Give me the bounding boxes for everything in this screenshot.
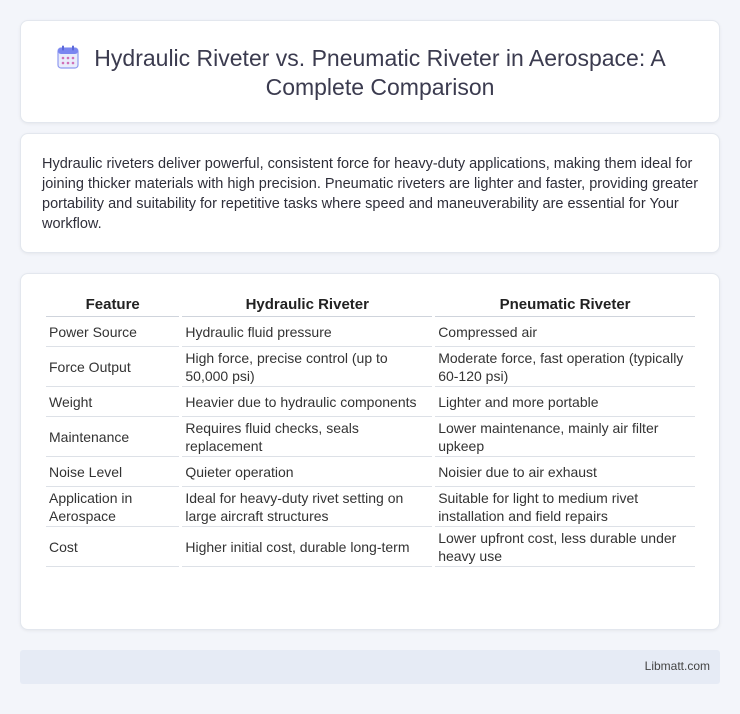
column-header-feature: Feature	[46, 296, 179, 317]
feature-cell: Power Source	[46, 317, 179, 347]
pneumatic-cell: Moderate force, fast operation (typically 60-120 psi)	[435, 347, 695, 387]
pneumatic-cell: Noisier due to air exhaust	[435, 457, 695, 487]
hydraulic-cell: Requires fluid checks, seals replacement	[182, 417, 432, 457]
feature-cell: Cost	[46, 527, 179, 567]
page-title: Hydraulic Riveter vs. Pneumatic Riveter in Aerospace: A Complete Comparison	[94, 45, 666, 100]
table-row	[46, 417, 695, 457]
feature-cell: Noise Level	[46, 457, 179, 487]
table-row	[46, 487, 695, 527]
hydraulic-cell: Heavier due to hydraulic components	[182, 387, 432, 417]
feature-cell: Weight	[46, 387, 179, 417]
footer-brand[interactable]: Libmatt.com	[644, 659, 710, 673]
hydraulic-cell: Ideal for heavy-duty rivet setting on large aircraft structures	[182, 487, 432, 527]
pneumatic-cell: Lower maintenance, mainly air filter upkeep	[435, 417, 695, 457]
table-row	[46, 457, 695, 487]
feature-cell: Application in Aerospace	[46, 487, 179, 527]
intro-paragraph: Hydraulic riveters deliver powerful, consistent force for heavy-duty applications, making them ideal for joining thicker materials with high precision. Pneumatic riveters are lighter and faster, providing greater portability and suitability for repetitive tasks where speed and maneuverability are essential for Your workflow.	[42, 156, 699, 232]
table-row	[46, 527, 695, 567]
table-row	[46, 347, 695, 387]
table-row	[46, 387, 695, 417]
hydraulic-cell: Hydraulic fluid pressure	[182, 317, 432, 347]
column-header-hydraulic: Hydraulic Riveter	[182, 296, 432, 317]
title-card	[20, 20, 720, 123]
feature-cell: Maintenance	[46, 417, 179, 457]
table-header-row	[46, 296, 695, 317]
pneumatic-cell: Suitable for light to medium rivet installation and field repairs	[435, 487, 695, 527]
comparison-table	[43, 296, 698, 567]
hydraulic-cell: Higher initial cost, durable long-term	[182, 527, 432, 567]
hydraulic-cell: Quieter operation	[182, 457, 432, 487]
column-header-pneumatic: Pneumatic Riveter	[435, 296, 695, 317]
pneumatic-cell: Lower upfront cost, less durable under heavy use	[435, 527, 695, 567]
hydraulic-cell: High force, precise control (up to 50,000 psi)	[182, 347, 432, 387]
table-row	[46, 317, 695, 347]
pneumatic-cell: Compressed air	[435, 317, 695, 347]
comparison-card	[20, 273, 720, 630]
footer	[20, 650, 720, 684]
pneumatic-cell: Lighter and more portable	[435, 387, 695, 417]
feature-cell: Force Output	[46, 347, 179, 387]
intro-card	[20, 133, 720, 253]
